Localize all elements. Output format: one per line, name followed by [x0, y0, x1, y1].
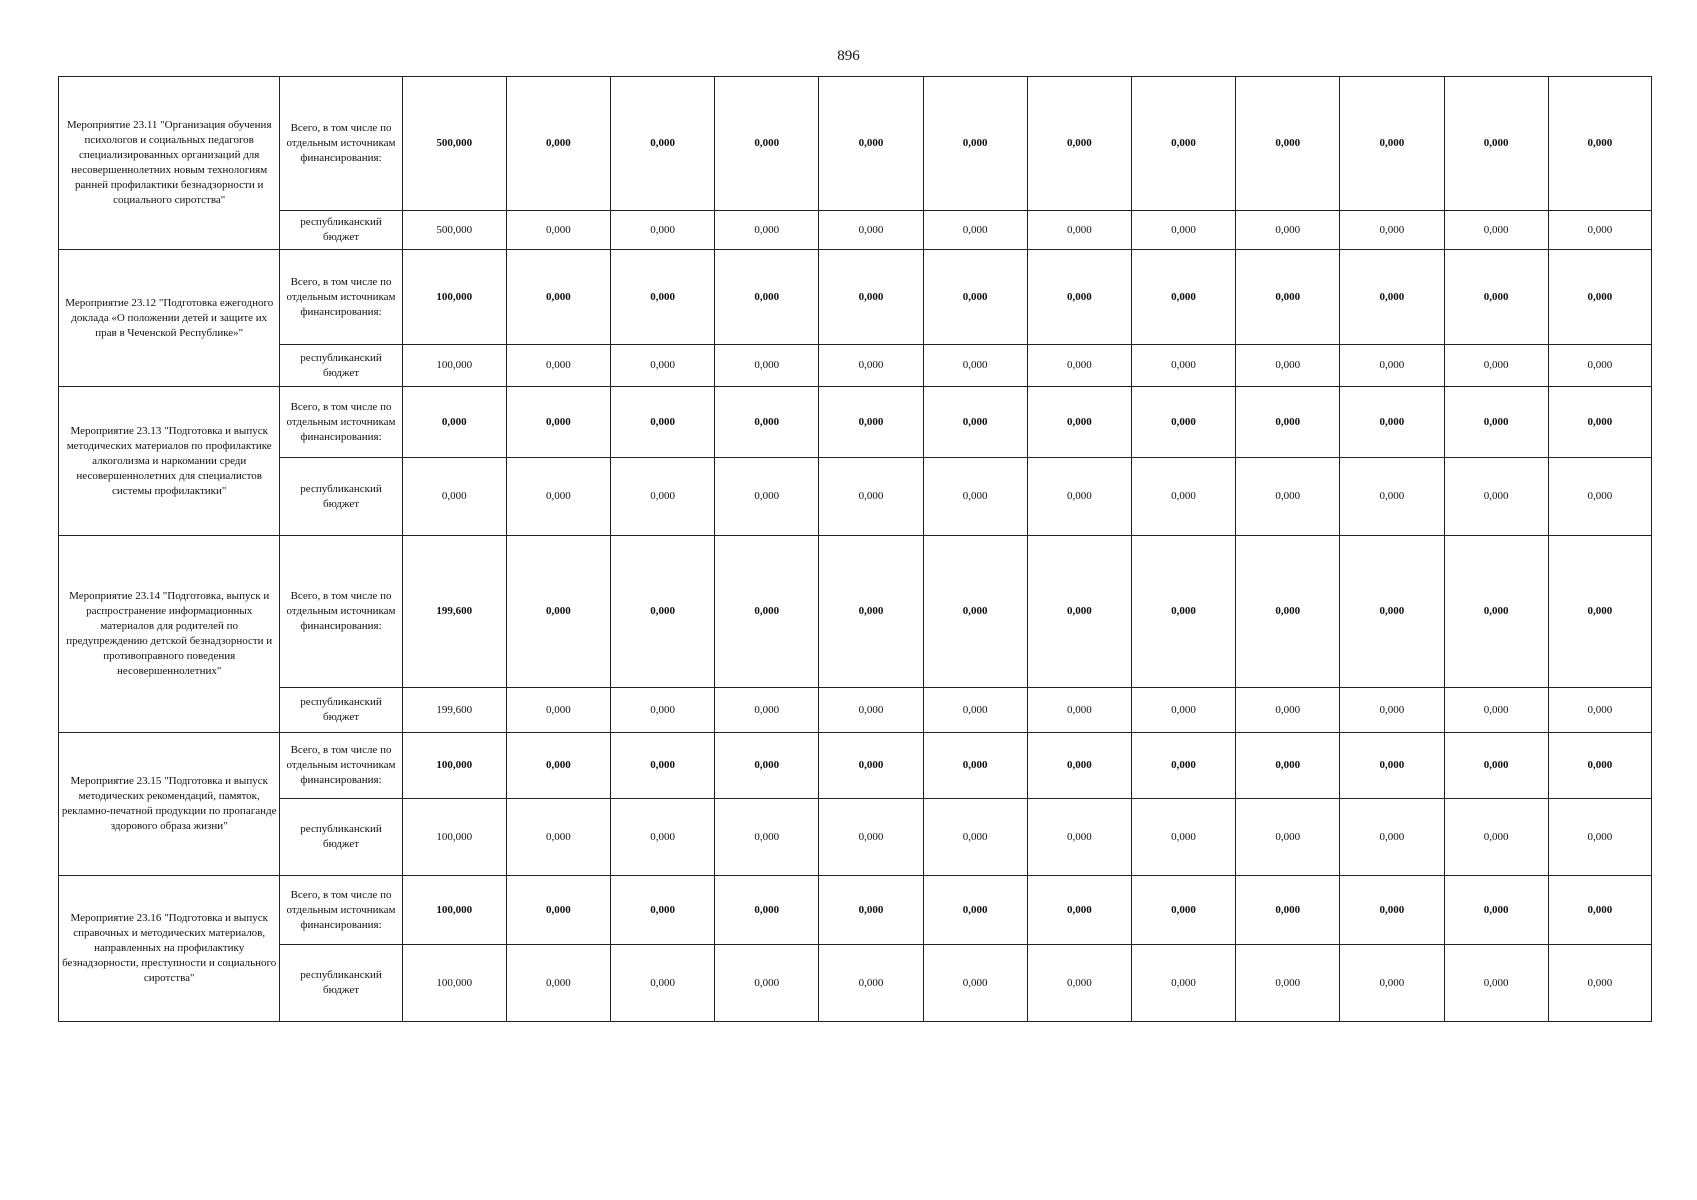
- table-row-total: [59, 387, 1652, 458]
- total-value-cell: 0,000: [819, 387, 923, 458]
- total-value-cell: 0,000: [1444, 250, 1548, 345]
- total-value-cell: 0,000: [715, 536, 819, 688]
- budget-value-cell: 0,000: [1027, 458, 1131, 536]
- budget-value-cell: 0,000: [715, 345, 819, 387]
- total-value-cell: 0,000: [1236, 536, 1340, 688]
- total-value-cell: 0,000: [611, 77, 715, 211]
- total-value-cell: 0,000: [1131, 250, 1235, 345]
- event-name-cell: Мероприятие 23.15 "Подготовка и выпуск методических рекомендаций, памяток, рекламно-печатной продукции по пропаганде здорового образа жизни": [59, 733, 280, 876]
- total-value-cell: 100,000: [402, 876, 506, 945]
- source-label-total: Всего, в том числе по отдельным источникам финансирования:: [280, 77, 402, 211]
- budget-value-cell: 0,000: [506, 211, 610, 250]
- total-value-cell: 0,000: [506, 876, 610, 945]
- budget-value-cell: 0,000: [1340, 211, 1444, 250]
- budget-value-cell: 0,000: [1027, 345, 1131, 387]
- budget-value-cell: 0,000: [611, 458, 715, 536]
- budget-value-cell: 0,000: [1444, 945, 1548, 1022]
- table-body: [59, 77, 1652, 1022]
- total-value-cell: 0,000: [819, 250, 923, 345]
- total-value-cell: 0,000: [923, 536, 1027, 688]
- total-value-cell: 0,000: [506, 536, 610, 688]
- total-value-cell: 0,000: [611, 387, 715, 458]
- budget-value-cell: 0,000: [819, 345, 923, 387]
- total-value-cell: 0,000: [819, 876, 923, 945]
- total-value-cell: 0,000: [1236, 387, 1340, 458]
- budget-value-cell: 0,000: [611, 688, 715, 733]
- budget-value-cell: 0,000: [1548, 799, 1651, 876]
- total-value-cell: 0,000: [923, 250, 1027, 345]
- total-value-cell: 0,000: [923, 733, 1027, 799]
- total-value-cell: 0,000: [1131, 77, 1235, 211]
- table-row-budget: [59, 799, 1652, 876]
- total-value-cell: 0,000: [1340, 733, 1444, 799]
- budget-value-cell: 0,000: [1131, 458, 1235, 536]
- event-name-cell: Мероприятие 23.14 "Подготовка, выпуск и распространение информационных материалов для родителей по предупреждению детской безнадзорности и противоправного поведения несовершеннолетних": [59, 536, 280, 733]
- budget-value-cell: 0,000: [1131, 688, 1235, 733]
- budget-value-cell: 0,000: [1236, 799, 1340, 876]
- table-row-budget: [59, 345, 1652, 387]
- total-value-cell: 0,000: [1548, 733, 1651, 799]
- event-name-cell: Мероприятие 23.12 "Подготовка ежегодного доклада «О положении детей и защите их прав в Чеченской Республике»": [59, 250, 280, 387]
- total-value-cell: 0,000: [1027, 250, 1131, 345]
- total-value-cell: 0,000: [715, 250, 819, 345]
- event-name-cell: Мероприятие 23.11 "Организация обучения психологов и социальных педагогов специализированных организаций для несовершеннолетних новым технологиям ранней профилактики безнадзорности и социального сиротства": [59, 77, 280, 250]
- table-row-budget: [59, 688, 1652, 733]
- total-value-cell: 0,000: [1340, 387, 1444, 458]
- total-value-cell: 0,000: [715, 733, 819, 799]
- total-value-cell: 0,000: [1236, 250, 1340, 345]
- financing-table: [58, 76, 1652, 1022]
- budget-value-cell: 0,000: [1548, 688, 1651, 733]
- budget-value-cell: 0,000: [1236, 688, 1340, 733]
- budget-value-cell: 0,000: [1027, 799, 1131, 876]
- total-value-cell: 0,000: [1444, 733, 1548, 799]
- budget-value-cell: 100,000: [402, 345, 506, 387]
- budget-value-cell: 0,000: [1027, 945, 1131, 1022]
- total-value-cell: 0,000: [1548, 77, 1651, 211]
- budget-value-cell: 0,000: [1444, 211, 1548, 250]
- total-value-cell: 0,000: [1027, 536, 1131, 688]
- total-value-cell: 0,000: [715, 387, 819, 458]
- budget-value-cell: 0,000: [1340, 688, 1444, 733]
- budget-value-cell: 0,000: [611, 345, 715, 387]
- budget-value-cell: 0,000: [819, 688, 923, 733]
- budget-value-cell: 0,000: [1548, 945, 1651, 1022]
- budget-value-cell: 0,000: [923, 799, 1027, 876]
- table-row-total: [59, 536, 1652, 688]
- budget-value-cell: 0,000: [1340, 945, 1444, 1022]
- budget-value-cell: 0,000: [819, 945, 923, 1022]
- total-value-cell: 0,000: [1236, 876, 1340, 945]
- total-value-cell: 0,000: [611, 733, 715, 799]
- table-row-budget: [59, 458, 1652, 536]
- source-label-budget: республиканский бюджет: [280, 345, 402, 387]
- total-value-cell: 0,000: [611, 876, 715, 945]
- budget-value-cell: 0,000: [611, 945, 715, 1022]
- table-row-total: [59, 876, 1652, 945]
- total-value-cell: 0,000: [1444, 387, 1548, 458]
- total-value-cell: 0,000: [1444, 876, 1548, 945]
- total-value-cell: 0,000: [1131, 536, 1235, 688]
- budget-value-cell: 0,000: [1340, 345, 1444, 387]
- budget-value-cell: 0,000: [923, 211, 1027, 250]
- total-value-cell: 0,000: [1444, 77, 1548, 211]
- total-value-cell: 0,000: [819, 536, 923, 688]
- total-value-cell: 0,000: [506, 77, 610, 211]
- total-value-cell: 0,000: [506, 387, 610, 458]
- budget-value-cell: 0,000: [1548, 458, 1651, 536]
- budget-value-cell: 0,000: [1131, 799, 1235, 876]
- total-value-cell: 0,000: [611, 250, 715, 345]
- budget-value-cell: 0,000: [1236, 945, 1340, 1022]
- budget-value-cell: 0,000: [1340, 799, 1444, 876]
- budget-value-cell: 0,000: [715, 211, 819, 250]
- total-value-cell: 0,000: [1548, 387, 1651, 458]
- budget-value-cell: 0,000: [819, 211, 923, 250]
- source-label-budget: республиканский бюджет: [280, 458, 402, 536]
- budget-value-cell: 0,000: [1444, 688, 1548, 733]
- total-value-cell: 0,000: [1027, 733, 1131, 799]
- budget-value-cell: 0,000: [1131, 945, 1235, 1022]
- budget-value-cell: 0,000: [715, 688, 819, 733]
- budget-value-cell: 0,000: [1131, 345, 1235, 387]
- table-row-budget: [59, 211, 1652, 250]
- total-value-cell: 0,000: [402, 387, 506, 458]
- total-value-cell: 0,000: [1131, 876, 1235, 945]
- source-label-total: Всего, в том числе по отдельным источникам финансирования:: [280, 536, 402, 688]
- budget-value-cell: 0,000: [715, 458, 819, 536]
- budget-value-cell: 0,000: [1340, 458, 1444, 536]
- budget-value-cell: 0,000: [819, 799, 923, 876]
- budget-value-cell: 0,000: [506, 345, 610, 387]
- total-value-cell: 0,000: [1340, 536, 1444, 688]
- total-value-cell: 0,000: [506, 733, 610, 799]
- total-value-cell: 0,000: [1444, 536, 1548, 688]
- total-value-cell: 100,000: [402, 250, 506, 345]
- table-row-total: [59, 250, 1652, 345]
- page-number: 896: [837, 48, 860, 64]
- budget-value-cell: 0,000: [1131, 211, 1235, 250]
- source-label-budget: республиканский бюджет: [280, 688, 402, 733]
- budget-value-cell: 0,000: [923, 345, 1027, 387]
- total-value-cell: 0,000: [923, 387, 1027, 458]
- total-value-cell: 0,000: [1236, 733, 1340, 799]
- budget-value-cell: 500,000: [402, 211, 506, 250]
- budget-value-cell: 0,000: [1444, 799, 1548, 876]
- total-value-cell: 0,000: [506, 250, 610, 345]
- budget-value-cell: 0,000: [923, 945, 1027, 1022]
- total-value-cell: 0,000: [1340, 876, 1444, 945]
- budget-value-cell: 0,000: [506, 458, 610, 536]
- source-label-total: Всего, в том числе по отдельным источникам финансирования:: [280, 876, 402, 945]
- total-value-cell: 0,000: [819, 77, 923, 211]
- source-label-budget: республиканский бюджет: [280, 799, 402, 876]
- budget-value-cell: 0,000: [1444, 458, 1548, 536]
- total-value-cell: 0,000: [1131, 387, 1235, 458]
- table-row-total: [59, 77, 1652, 211]
- total-value-cell: 0,000: [1027, 876, 1131, 945]
- budget-value-cell: 0,000: [611, 799, 715, 876]
- budget-value-cell: 199,600: [402, 688, 506, 733]
- budget-value-cell: 0,000: [1027, 211, 1131, 250]
- event-name-cell: Мероприятие 23.13 "Подготовка и выпуск методических материалов по профилактике алкоголизма и наркомании среди несовершеннолетних для специалистов системы профилактики": [59, 387, 280, 536]
- source-label-budget: республиканский бюджет: [280, 211, 402, 250]
- total-value-cell: 0,000: [923, 77, 1027, 211]
- source-label-total: Всего, в том числе по отдельным источникам финансирования:: [280, 733, 402, 799]
- budget-value-cell: 0,000: [715, 945, 819, 1022]
- total-value-cell: 0,000: [1340, 77, 1444, 211]
- total-value-cell: 0,000: [1131, 733, 1235, 799]
- total-value-cell: 0,000: [1340, 250, 1444, 345]
- budget-value-cell: 0,000: [715, 799, 819, 876]
- budget-value-cell: 0,000: [923, 688, 1027, 733]
- table-row-budget: [59, 945, 1652, 1022]
- total-value-cell: 0,000: [819, 733, 923, 799]
- budget-value-cell: 0,000: [1236, 211, 1340, 250]
- total-value-cell: 0,000: [1027, 387, 1131, 458]
- source-label-budget: республиканский бюджет: [280, 945, 402, 1022]
- total-value-cell: 0,000: [1548, 536, 1651, 688]
- budget-value-cell: 0,000: [611, 211, 715, 250]
- total-value-cell: 0,000: [923, 876, 1027, 945]
- total-value-cell: 0,000: [611, 536, 715, 688]
- budget-value-cell: 0,000: [1548, 345, 1651, 387]
- event-name-cell: Мероприятие 23.16 "Подготовка и выпуск справочных и методических материалов, направленных на профилактику безнадзорности, преступности и социального сиротства": [59, 876, 280, 1022]
- total-value-cell: 0,000: [715, 876, 819, 945]
- total-value-cell: 100,000: [402, 733, 506, 799]
- total-value-cell: 500,000: [402, 77, 506, 211]
- source-label-total: Всего, в том числе по отдельным источникам финансирования:: [280, 250, 402, 345]
- budget-value-cell: 0,000: [923, 458, 1027, 536]
- budget-value-cell: 0,000: [819, 458, 923, 536]
- total-value-cell: 0,000: [1548, 876, 1651, 945]
- budget-value-cell: 0,000: [1548, 211, 1651, 250]
- total-value-cell: 199,600: [402, 536, 506, 688]
- total-value-cell: 0,000: [715, 77, 819, 211]
- budget-value-cell: 0,000: [1444, 345, 1548, 387]
- budget-value-cell: 100,000: [402, 945, 506, 1022]
- budget-value-cell: 0,000: [1236, 458, 1340, 536]
- budget-value-cell: 0,000: [506, 945, 610, 1022]
- total-value-cell: 0,000: [1548, 250, 1651, 345]
- budget-value-cell: 0,000: [506, 799, 610, 876]
- budget-value-cell: 0,000: [1236, 345, 1340, 387]
- table-row-total: [59, 733, 1652, 799]
- total-value-cell: 0,000: [1027, 77, 1131, 211]
- budget-value-cell: 100,000: [402, 799, 506, 876]
- budget-value-cell: 0,000: [402, 458, 506, 536]
- budget-value-cell: 0,000: [506, 688, 610, 733]
- budget-value-cell: 0,000: [1027, 688, 1131, 733]
- source-label-total: Всего, в том числе по отдельным источникам финансирования:: [280, 387, 402, 458]
- total-value-cell: 0,000: [1236, 77, 1340, 211]
